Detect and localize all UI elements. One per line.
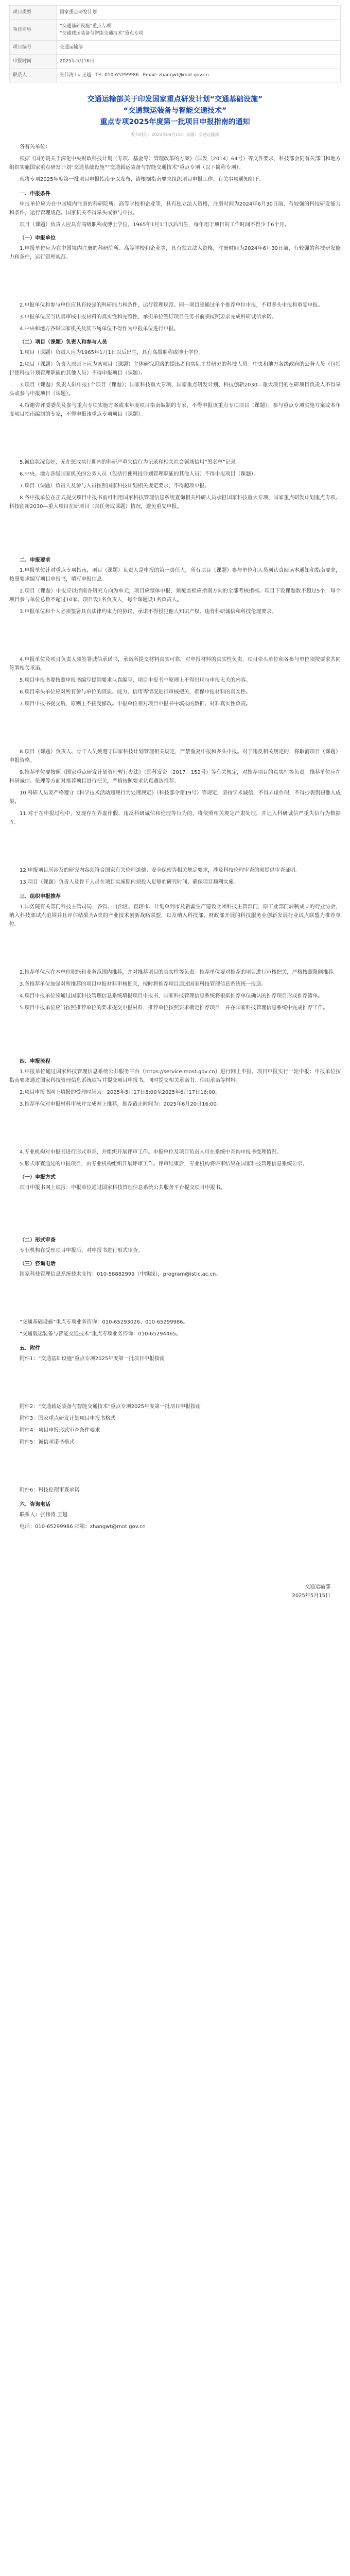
metadata-table: [9, 5, 341, 82]
body-paragraph: 2.项目申报书网上填报的受理时间为：2025年5月17日8:00至2025年6月17日16:00。: [20, 1090, 220, 1095]
document-page: [0, 5, 350, 1600]
body-paragraph: 附件5：诚信承诺书格式: [20, 1439, 75, 1445]
paragraph-spacer: [9, 1366, 341, 1402]
contact-tel: Tel: 010-65299986: [95, 73, 139, 78]
body-paragraph: 3.推荐单位对申报材料审核并完成网上推荐，推荐截止时间为：2025年6月20日16:00。: [20, 1101, 222, 1107]
body-paragraph: 1.申报单位应为在中国境内注册的科研院所、高等学校和企业等，具有独立法人资格，注册时间为2024年6月30日前，有较强的科技研发能力和条件，运行管理规范。: [9, 246, 341, 260]
body-paragraph: 3.各推荐单位加强对所推荐的项目申报材料审核把关，按时将推荐项目通过国家科技管理信息系统统一报送。: [20, 981, 267, 987]
paragraph-spacer: [9, 711, 341, 748]
body-paragraph: 9.推荐单位要按照《国家重点研发计划管理暂行办法》（国科发资〔2017〕152号）等有关规定，对推荐项目的真实性等负责。推荐单位应在科研诚信、伦理等方面对推荐项目进行把关，严格按照要求认真遴选推荐。: [9, 770, 341, 784]
paragraph-spacer: [9, 514, 341, 550]
document-title: [9, 94, 341, 128]
body-paragraph: 13.项目（课题）负责人及骨干人员在项目实施期内须投入足够的研究时间，确保项目顺利实施。: [20, 879, 239, 885]
body-paragraph: 附件1：“交通基础设施”重点专项2025年度第一批项目申报指南: [20, 1356, 165, 1362]
body-paragraph: 5.项目申报单位应当按照推荐单位的要求提交申报材料，推荐单位按照要求确定推荐项目，并在国家科技管理信息系统中完成推荐工作。: [20, 1005, 328, 1011]
body-paragraph: 2.项目（课题）负责人原则上应为该项目（课题）主体研究思路的提出者和实际主持研究的科技人员。中央和地方各级政府的公务人员（包括行使科技计划管理职能的其他人员）不得申报项目（课题）。: [9, 362, 341, 376]
contact-names: 张伟涛 Lu 王越: [60, 73, 92, 78]
section-heading: 四、申报流程: [20, 1059, 50, 1064]
body-paragraph: 8.项目（课题）负责人、骨干人员须遵守国家科技计划管理相关规定，严禁重复申报和多头申报。对于违反相关规定的，将取消项目（课题）申报资格。: [9, 749, 341, 764]
meta-key: 申报时间: [10, 55, 57, 69]
body-paragraph: 7.项目（课题）负责人及参与人员按照国家科技计划相关规定要求，不得超项申报。: [20, 483, 210, 489]
meta-row: [10, 41, 341, 55]
body-paragraph: 各有关单位：: [20, 144, 50, 150]
meta-key: 项目名称: [10, 20, 57, 41]
body-paragraph: 附件2：“交通载运装备与智能交通技术”重点专项2025年度第一批项目申报指南: [20, 1404, 201, 1410]
section-heading: 二、申报要求: [20, 557, 50, 563]
meta-value: “交通基础设施”重点专项 “交通载运装备与智能交通技术”重点专项: [57, 20, 341, 41]
meta-row: [10, 6, 341, 20]
meta-row: [10, 20, 341, 41]
body-paragraph: 附件3：国家重点研发计划项目申报书格式: [20, 1416, 116, 1421]
body-paragraph: 6.项目牵头单位应对所有参与单位的资质、能力、信用等情况进行审核把关，确保申报材料的真实性。: [20, 689, 251, 695]
body-paragraph: 项目申报书网上填报：申报单位通过国家科技管理信息系统公共服务平台提交项目申报书。: [20, 1185, 225, 1191]
subsection-heading: （二）项目（课题）负责人和参与人员: [20, 340, 107, 345]
paragraph-spacer: [9, 1282, 341, 1318]
body-paragraph: 1.申报单位针对重点专项指南，项目（课题）负责人是申报的第一责任人，所有项目（课题）参与单位和人员须认真阅读本通知和指南要求，按照要求编写项目申报书，填写申报信息。: [9, 568, 341, 582]
meta-value: 国家重点研发计划: [57, 6, 341, 20]
subsection-heading: （一）申报方式: [20, 1175, 56, 1180]
section-heading: 六、咨询电话: [20, 1502, 50, 1507]
title-line-3: 重点专项2025年度第一批项目申报指南的通知: [100, 118, 250, 126]
paragraph-spacer: [9, 1195, 341, 1231]
body-paragraph: 电话：010-65299986 邮箱：zhangwt@mot.gov.cn: [20, 1524, 146, 1530]
body-paragraph: 2.推荐单位应在本单位职能和业务范围内推荐，并对推荐项目的真实性等负责。推荐单位要对推荐的项目进行审核把关，严格按照限额推荐。: [20, 970, 339, 975]
body-paragraph: 4.专业机构对申报书进行形式审查，并组织开展评审工作。申报单位及项目负责人可在系统中查询申报书受理情况。: [20, 1149, 282, 1155]
section-heading: 五、附件: [20, 1346, 40, 1351]
body-paragraph: 2.项目（课题）申报应以指南各研究方向为单元，项目应整体申报，须覆盖相应指南方向的全部考核指标。项目下设课题数不超过5个，每个项目参与单位总数不超过10家。项目设1名负责人，每个课题设1名负责人。: [9, 588, 341, 603]
publish-info: 发布时间：2025年05月15日 来源：交通运输部: [131, 132, 219, 137]
body-paragraph: 6.中央、地方各级国家机关的公务人员（包括行使科技计划管理职能的其他人员）不得申报项目（课题）。: [20, 471, 259, 477]
signature-org: 交通运输部: [305, 1584, 330, 1590]
contact-email[interactable]: Email: zhangwt@mot.gov.cn: [143, 73, 209, 78]
body-paragraph: 1.国务院有关部门科技主管司局，各省、自治区、直辖市、计划单列市及新疆生产建设兵团科技主管部门，原工业部门转制成立的行业协会，纳入科技部试点范围并且评估结果为A类的产业技术创新战略联盟，以及纳入科技部、财政部开展的科技服务业创新发展行业试点联盟为推荐单位。: [9, 904, 341, 927]
body-paragraph: 专业机构在受理项目申报后，对申报书进行形式审查。: [20, 1248, 143, 1253]
body-paragraph: 申报单位应为在中国境内注册的科研院所、高等学校和企业等，具有独立法人资格，注册时间为2024年6月30日前，有较强的科技研发能力和条件，运行管理规范。国家机关不得牵头或参与申报。: [9, 201, 341, 216]
body-paragraph: “交通载运装备与智能交通技术”重点专项业务咨询：010-65294465。: [20, 1331, 181, 1337]
meta-value: 2025年5月16日: [57, 55, 341, 69]
signature-date: 2025年5月15日: [292, 1593, 330, 1599]
paragraph-spacer: [9, 619, 341, 655]
meta-row: [10, 55, 341, 69]
body-paragraph: 5.诚信状况良好，无在惩戒执行期内的科研严重失信行为记录和相关社会领域信用“黑名单”记录。: [20, 460, 241, 465]
document-body: [9, 143, 341, 1570]
body-paragraph: 3.申报单位应当认真审核申报材料的真实性和完整性，承担单位签订项目任务书前须按照要求完成科研诚信承诺。: [20, 314, 277, 320]
body-paragraph: 4.申报单位及项目负责人须签署诚信承诺书，承诺所提交材料真实可靠，对申报材料的真实性负责，项目牵头单位和各参与单位须按要求共同签署相关承诺。: [9, 657, 341, 671]
body-paragraph: 国家科技管理信息系统技术支持：010-58882999（中继线），program@istic.ac.cn。: [20, 1272, 221, 1277]
meta-value: [57, 69, 341, 82]
body-paragraph: 1.项目（课题）负责人应为1965年1月1日以后出生，具有高级职称或博士学位。: [20, 350, 204, 355]
contact-info: [60, 72, 337, 79]
paragraph-spacer: [9, 1534, 341, 1570]
subsection-heading: （三）咨询电话: [20, 1261, 56, 1267]
paragraph-spacer: [9, 1015, 341, 1052]
title-line-2: “交通载运装备与智能交通技术”: [123, 107, 227, 115]
meta-key: 项目类型: [10, 6, 57, 20]
subsection-heading: （一）申报单位: [20, 235, 56, 241]
body-paragraph: 联系人：张伟涛 王越: [20, 1512, 68, 1518]
body-paragraph: 7.项目申报书提交后，原则上不接受修改。申报单位须对项目申报书中填报的数据、材料真实性负责。: [20, 701, 251, 707]
body-paragraph: 4.特邀咨评委委员及参与重点专项实施方案或本年度项目指南编制的专家，不得申报该重点专项项目（课题）；参与重点专项实施方案或本年度项目指南编制的专家，不得申报该重点专项项目（课题）。: [9, 403, 341, 417]
paragraph-spacer: [9, 932, 341, 968]
meta-row: [10, 69, 341, 82]
section-heading: 一、申报条件: [20, 191, 50, 197]
meta-value: 交通运输部: [57, 41, 341, 55]
body-paragraph: 附件4：项目申报形式审查条件要求: [20, 1428, 100, 1433]
paragraph-spacer: [9, 265, 341, 301]
body-paragraph: 5.项目申报书要按照申报书编写提纲要求认真编写，项目申报书中原则上不得出现与申报无关的内容。: [20, 677, 251, 683]
body-paragraph: 10.科研人员要严格遵守《科学技术活动违规行为处理规定》（科技部令第19号）等规定，坚持学术诚信，不得弄虚作假，不得抄袭剽窃他人成果。: [9, 790, 341, 805]
section-heading: 三、组织申报推荐: [20, 894, 61, 900]
paragraph-spacer: [9, 422, 341, 458]
subsection-heading: （二）形式审查: [20, 1238, 56, 1243]
title-line-1: 交通运输部关于印发国家重点研发计划“交通基础设施”: [87, 95, 263, 104]
body-paragraph: “交通基础设施”重点专项业务咨询：010-65293026、010-65299986。: [20, 1319, 188, 1325]
paragraph-spacer: [9, 830, 341, 866]
body-paragraph: 5.形式审查通过的申报项目，由专业机构组织开展评审工作。评审结束后，专业机构将评审结果在国家科技管理信息系统公示。: [20, 1161, 308, 1167]
body-paragraph: 4.项目申报单位须通过国家科技管理信息系统填报项目申报书，国家科技管理信息系统将根据推荐单位确认的推荐项目形成推荐清单。: [20, 993, 323, 999]
body-paragraph: 3.申报单位和个人必须签署具有法律约束力的协议，承诺不得侵犯他人知识产权、违背科研诚信和科技伦理要求。: [20, 609, 277, 615]
body-paragraph: 4.中央和地方各级国家机关及其下属单位不得作为申报单位进行申报。: [20, 326, 179, 332]
body-paragraph: 现将专项2025年度第一批项目申报指南予以发布，请根据指南要求组织项目申报工作。有关事项通知如下。: [20, 177, 265, 182]
body-paragraph: 3.项目（课题）负责人限申报1个项目（课题）；国家科技重大专项、国家重点研发计划、科技创新2030—重大项目的在研项目负责人不得牵头或参与申报项目（课题）。: [9, 382, 341, 397]
body-paragraph: 附件6：科技伦理审查承诺: [20, 1487, 80, 1493]
body-paragraph: 1.申报单位通过国家科技管理信息系统公共服务平台（https://service.most.gov.cn）进行网上申报。项目申报实行一轮申报：申报单位按指南要求通过国家科技管理信息系统填写并提交项目申报书，同时提交相关承诺书、信用承诺等材料。: [9, 1069, 341, 1083]
paragraph-spacer: [9, 1450, 341, 1486]
body-paragraph: 8.各申报单位在正式提交项目申报书前可利用国家科技管理信息系统查询相关科研人员承担国家科技重大专项、国家重点研发计划重点专项、科技创新2030—重大项目在研项目（含任务或课题）情况，避免重复申报。: [9, 495, 341, 510]
body-paragraph: 11.对于在申报过程中，发现存在弄虚作假、违反科研诚信和伦理等行为的，将依照相关规定严肃处理，并记入科研诚信严重失信行为数据库。: [9, 811, 341, 825]
body-paragraph: 项目（课题）负责人应具有高级职称或博士学位，1965年1月1日以后出生，每年用于项目的工作时间不得少于6个月。: [20, 222, 290, 228]
paragraph-spacer: [9, 1112, 341, 1148]
body-paragraph: 12.申报项目所涉及的研究内容须符合国家有关伦理道德、安全保密等相关规定要求，涉及科技伦理审查的须提供审查证明。: [20, 868, 301, 873]
meta-key: 项目编号: [10, 41, 57, 55]
body-paragraph: 2.申报单位和参与单位应具有较强的科研能力和条件，运行管理规范。同一项目须通过单个推荐单位申报，不得多头申报和重复申报。: [20, 302, 323, 308]
meta-key: 联系人: [10, 69, 57, 82]
body-paragraph: 根据《国务院关于深化中央财政科技计划（专项、基金等）管理改革的方案》（国发〔2014〕64号）等文件要求，科技部会同有关部门和地方组织实施国家重点研发计划“交通基础设施”“交通载运装备与智能交通技术”重点专项（以下简称专项）。: [9, 156, 341, 171]
